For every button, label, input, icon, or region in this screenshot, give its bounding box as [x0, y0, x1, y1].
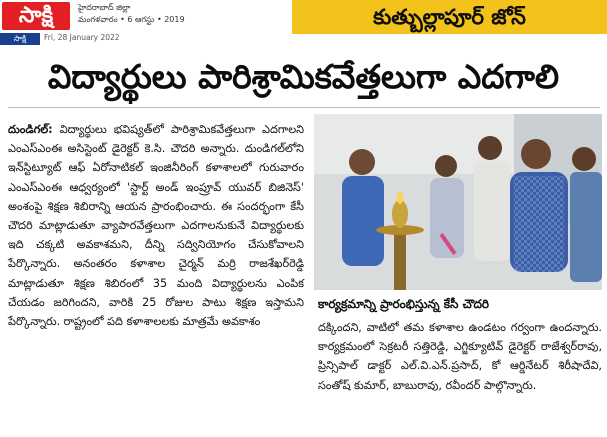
article-body-left: [8, 120, 304, 331]
news-photo: [314, 114, 602, 290]
sakshi-logo: సాక్షి: [2, 2, 70, 30]
article-headline: విద్యార్థులు పారిశ్రామికవేత్తలుగా ఎదగాలి: [47, 57, 560, 96]
article-body-right: [318, 318, 602, 395]
masthead-date: Fri, 28 January 2022: [44, 33, 120, 42]
article-text-right: దక్కిందని, వాటిలో తమ కళాశాల ఉండటం గర్వంగా ఉందన్నారు. కార్యక్రమంలో సెక్రటరీ సత్తిరెడ్డి, ఎగ్జిక్యూటివ్ డైరెక్టర్ రాజేశ్వర్‌రావు, ప్రిన్సిపాల్ డాక్టర్ ఎల్.వి.ఎన్.ప్రసాద్, కో ఆర్డినేటర్ శిరీషాదేవి, సంతోష్ కుమార్, బాబురావు, రవీందర్ పాల్గొన్నారు.: [318, 321, 602, 392]
masthead: [0, 0, 607, 46]
lamp-lighting-photo: [314, 114, 602, 290]
edition-title: కుత్బుల్లాపూర్ జోన్: [292, 0, 607, 34]
masthead-tagline-1: హైదరాబాద్ జిల్లా: [78, 3, 131, 12]
article-text-left: విద్యార్థులు భవిష్యత్‌లో పారిశ్రామికవేత్తలుగా ఎదగాలని ఎంఎస్ఎంఈ అసిస్టెంట్ డైరెక్టర్ కె.సి. చౌదరి అన్నారు. దుండిగల్‌లోని ఇన్‌స్టిట్యూట్ ఆఫ్ ఏరోనాటికల్ ఇంజినీరింగ్ కళాశాలలో గురువారం ఎంఎస్ఎంఈ ఆధ్వర్యంలో 'స్టార్ట్ అండ్ ఇంప్రూవ్ యువర్ బిజినెస్' అంశంపై శిక్షణ శిబిరాన్ని ఆయన ప్రారంభించారు. ఈ సందర్భంగా కేసీ చౌదరి మాట్లాడుతూ వ్యాపారవేత్తలుగా ఎదగాలనుకునే విద్యార్థులకు ఇది చక్కటి అవకాశమని, దీన్ని సద్వినియోగం చేసుకోవాలని పేర్కొన్నారు. అనంతరం కళాశాల చైర్మన్ మర్రి రాజశేఖర్‌రెడ్డి మాట్లాడుతూ శిక్షణ శిబిరంలో 35 మంది విద్యార్థులను ఎంపిక చేయడం జరిగిందని, వారికి 25 రోజుల పాటు శిక్షణ ఇస్తామని పేర్కొన్నారు. రాష్ట్రంలో పది కళాశాలలకు మాత్రమే అవకాశం: [8, 123, 304, 329]
masthead-tagline-2: మంగళవారం • 6 ఆగస్టు • 2019: [78, 15, 185, 24]
divider: [8, 107, 600, 108]
article-dateline: దుండిగల్:: [8, 123, 53, 136]
photo-caption: కార్యక్రమాన్ని ప్రారంభిస్తున్న కేసీ చౌదరి: [318, 297, 490, 311]
sakshi-logo-small: సాక్షి: [0, 33, 40, 45]
